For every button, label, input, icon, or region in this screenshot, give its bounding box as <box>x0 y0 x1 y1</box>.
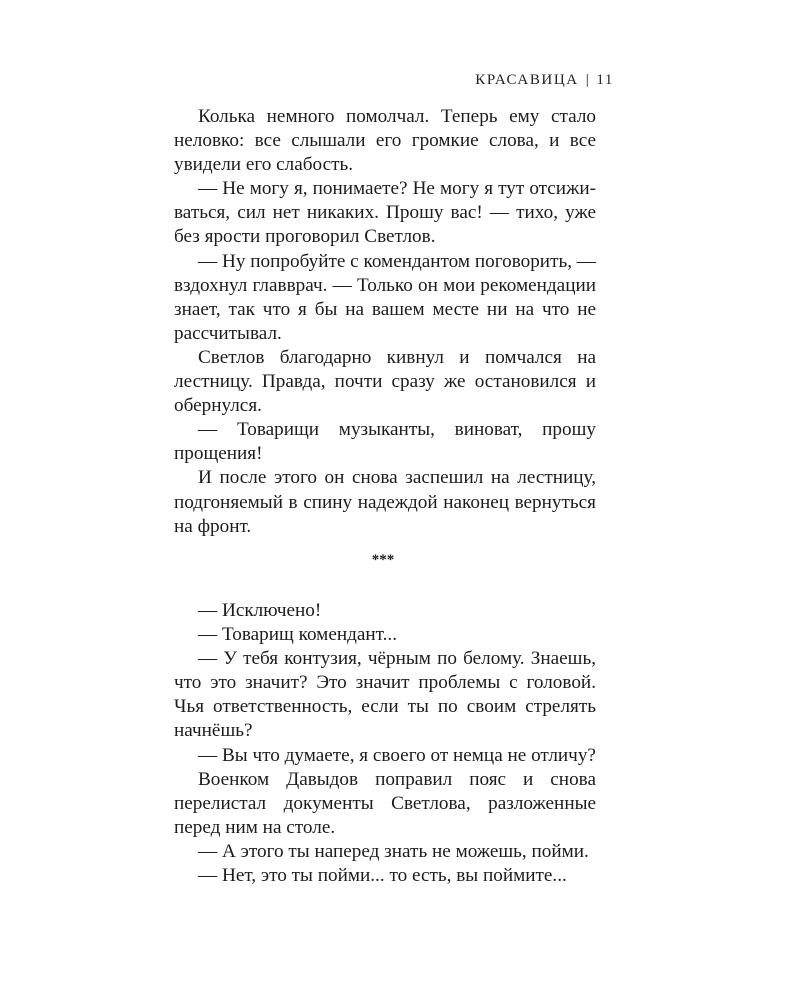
text-section-two <box>174 599 596 888</box>
paragraph: — Товарищи музыканты, виноват, прошу прощения! <box>174 419 596 465</box>
paragraph: Светлов благодарно кивнул и помчался на лестницу. Правда, почти сразу же остановился и обернулся. <box>174 346 596 417</box>
paragraph: — Нет, это ты пойми... то есть, вы поймите... <box>198 865 567 887</box>
paragraph: Военком Давыдов поправил пояс и снова перелистал документы Светлова, разложенные перед ним на столе. <box>174 768 596 838</box>
paragraph: Колька немного помолчал. Теперь ему стало неловко: все слышали его громкие слова, и все увидели его слабость. <box>174 106 596 176</box>
paragraph: — Ну попробуйте с комендантом поговорить, — вздохнул главврач. — Только он мои рекомендации знает, так что я бы на вашем месте ни на что не рассчитывал. <box>174 250 596 344</box>
paragraph: — А этого ты наперед знать не можешь, пойми. <box>198 840 589 862</box>
text-section-one <box>174 105 596 539</box>
running-head-separator: | <box>585 72 591 88</box>
scene-break: *** <box>371 552 395 568</box>
running-head <box>475 72 614 89</box>
paragraph: — У тебя контузия, чёрным по белому. Знаешь, что это значит? Это значит проблемы с головой. Чья ответственность, если ты по своим стрелять начнёшь? <box>174 648 596 742</box>
paragraph: — Вы что думаете, я своего от немца не отличу? <box>198 744 596 766</box>
paragraph: — Товарищ комендант... <box>198 624 397 646</box>
running-head-title: КРАСАВИЦА <box>475 72 579 88</box>
paragraph: — Не могу я, понимаете? Не могу я тут отсиживаться, сил нет никаких. Прошу вас! — тихо, уже без ярости проговорил Светлов. <box>174 178 596 248</box>
paragraph: И после этого он снова заспешил на лестницу, подгоняемый в спину надеждой наконец вернуться на фронт. <box>174 467 596 537</box>
paragraph: — Исключено! <box>198 600 322 621</box>
page-number: 11 <box>596 72 614 88</box>
